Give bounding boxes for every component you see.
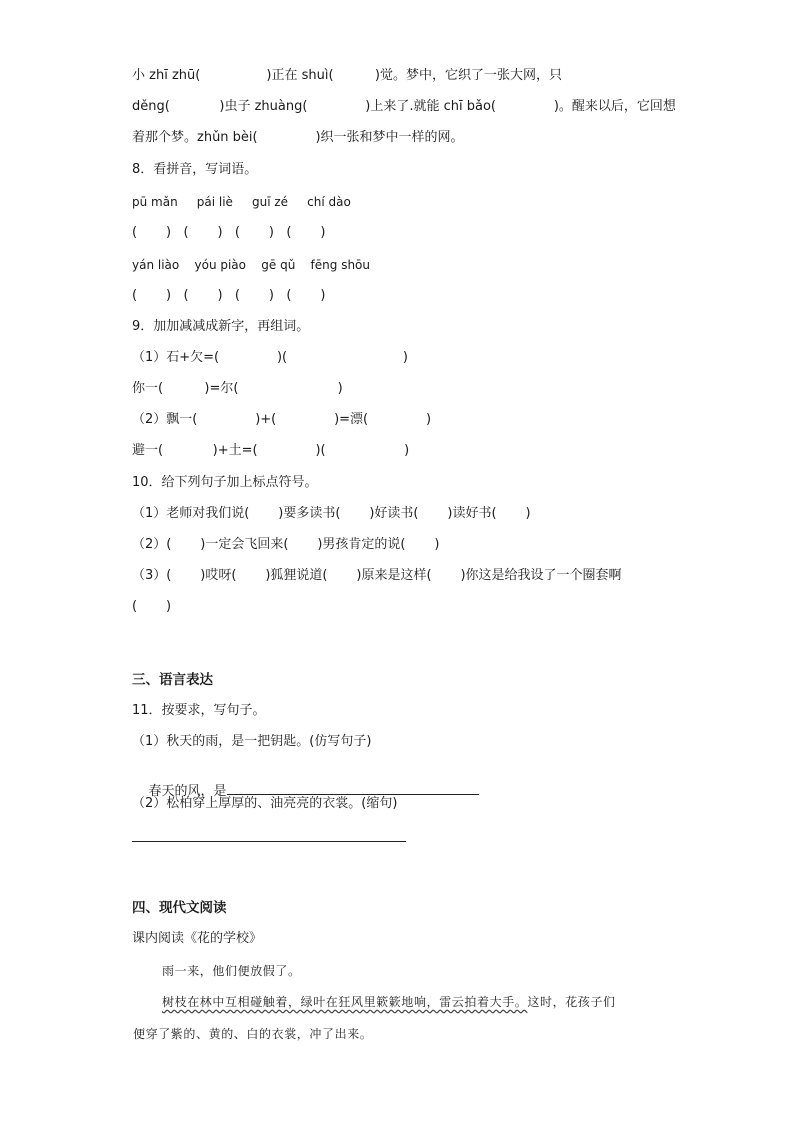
answer-blank-1[interactable] (227, 782, 479, 795)
question-9-title: 9．加加减减成新字，再组词。 (132, 319, 310, 334)
fill-blank-line-2: děng( )虫子 zhuàng( )上来了.就能 chī bǎo( )。醒来以后，它回想 (132, 99, 676, 114)
question-9-part-1: （1）石+欠=( )( ) (132, 350, 408, 365)
question-8-title: 8．看拼音，写词语。 (132, 162, 258, 177)
reading-intro: 课内阅读《花的学校》 (132, 931, 263, 946)
fill-blank-line-1: 小 zhī zhū( )正在 shuì( )觉。梦中，它织了一张大网，只 (132, 68, 562, 83)
question-9-part-2b: 避一( )+土=( )( ) (132, 443, 410, 458)
pinyin-row-2: yán liào yóu piào gē qǔ fēng shōu (132, 258, 371, 272)
pinyin-row-1: pū mǎn pái liè guī zé chí dào (132, 195, 351, 209)
question-11-title: 11．按要求，写句子。 (132, 703, 266, 718)
question-10-part-3-cont: ( ) (132, 599, 172, 614)
section-3-heading: 三、语言表达 (132, 672, 213, 688)
question-10-title: 10．给下列句子加上标点符号。 (132, 475, 318, 490)
passage-line-2 (162, 993, 616, 1010)
passage-line-1: 雨一来，他们便放假了。 (162, 964, 301, 978)
question-9-part-1b: 你一( )=尔( ) (132, 381, 343, 396)
question-11-part-2: （2）松柏穿上厚厚的、油亮亮的衣裳。(缩句) (132, 796, 398, 811)
passage-underlined-text: 树枝在林中互相碰触着，绿叶在狂风里簌簌地响，雷云拍着大手。 (162, 995, 528, 1009)
passage-line-3: 便穿了紫的、黄的、白的衣裳，冲了出来。 (133, 1027, 373, 1041)
section-4-heading: 四、现代文阅读 (132, 900, 227, 916)
passage-line-2-tail: 这时，花孩子们 (527, 995, 616, 1009)
answer-brackets-row-1: ( ) ( ) ( ) ( ) (132, 225, 326, 240)
question-11-part-1: （1）秋天的雨，是一把钥匙。(仿写句子) (132, 734, 372, 749)
answer-blank-2[interactable] (132, 841, 406, 842)
question-9-part-2: （2）飘一( )+( )=漂( ) (132, 412, 432, 427)
question-10-part-1: （1）老师对我们说( )要多读书( )好读书( )读好书( ) (132, 506, 531, 521)
question-10-part-3: （3）( )哎呀( )狐狸说道( )原来是这样( )你这是给我设了一个圈套啊 (132, 568, 622, 583)
fill-blank-line-3: 着那个梦。zhǔn bèi( )织一张和梦中一样的网。 (132, 130, 464, 145)
question-10-part-2: （2）( )一定会飞回来( )男孩肯定的说( ) (132, 537, 440, 552)
answer-brackets-row-2: ( ) ( ) ( ) ( ) (132, 288, 326, 303)
answer-prefix: 春天的风，是 (148, 784, 227, 799)
